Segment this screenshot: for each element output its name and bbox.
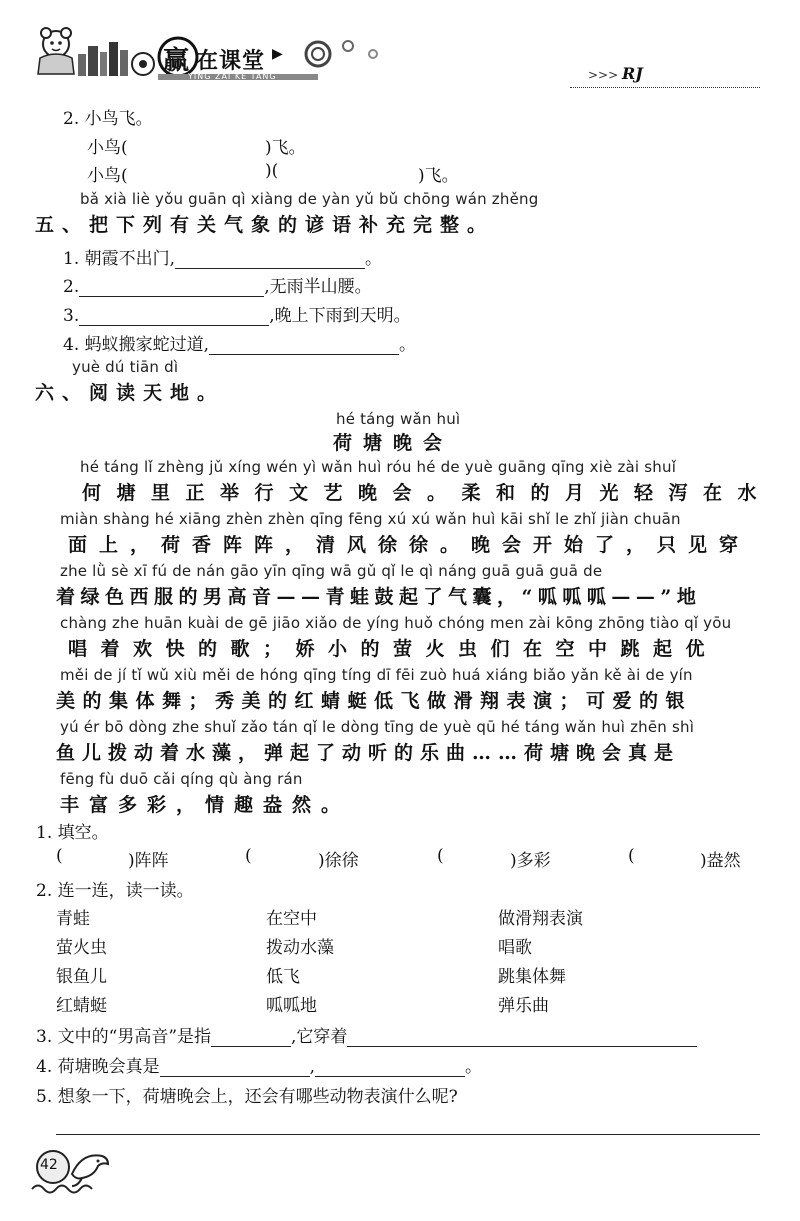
match-item-col3[interactable]: 跳集体舞 — [498, 967, 566, 987]
match-item-col1[interactable]: 青蛙 — [56, 909, 90, 929]
q2-fly-line2-start: 小鸟( — [87, 166, 128, 186]
passage-title-pinyin: hé táng wǎn huì — [336, 410, 461, 428]
section5-item-4: 4. 蚂蚁搬家蛇过道, 。 — [63, 335, 417, 355]
answer-blank[interactable] — [175, 250, 365, 269]
answer-blank[interactable] — [79, 307, 269, 326]
fill-close: )徐徐 — [318, 851, 359, 871]
fill-close: )阵阵 — [128, 851, 169, 871]
passage-text-line: 面上，荷香阵阵，清风徐徐。晚会开始了，只见穿 — [68, 534, 751, 556]
answer-line[interactable] — [56, 1134, 760, 1135]
fill-open: ( — [245, 846, 252, 866]
passage-pinyin-line: miàn shàng hé xiāng zhèn zhèn qīng fēng xú xú wǎn huì kāi shǐ le zhǐ jiàn chuān — [60, 510, 681, 528]
q4-line: 4. 荷塘晚会真是 , 。 — [36, 1057, 483, 1077]
match-item-col3[interactable]: 弹乐曲 — [498, 996, 549, 1016]
passage-text-line: 丰富多彩，情趣盎然。 — [60, 794, 351, 816]
answer-blank[interactable] — [347, 1028, 697, 1047]
passage-text-line: 唱着欢快的歌；娇小的萤火虫们在空中跳起优 — [68, 638, 719, 660]
page-number: 42 — [40, 1157, 58, 1173]
passage-pinyin-line: měi de jí tǐ wǔ xiù měi de hóng qīng tíng dī fēi zuò huá xiáng biǎo yǎn kě ài de yín — [60, 666, 693, 684]
match-item-col1[interactable]: 银鱼儿 — [56, 967, 107, 987]
section6-pinyin: yuè dú tiān dì — [72, 358, 179, 376]
q2-fly-title: 2. 小鸟飞。 — [63, 109, 153, 129]
match-item-col3[interactable]: 做滑翔表演 — [498, 909, 583, 929]
passage-pinyin-line: zhe lǜ sè xī fú de nán gāo yīn qīng wā gǔ qǐ le qì náng guā guā guā de — [60, 562, 603, 580]
passage-text-line: 鱼儿拨动着水藻，弹起了动听的乐曲……荷塘晚会真是 — [56, 742, 681, 764]
answer-blank[interactable] — [79, 278, 264, 297]
q2-title: 2. 连一连，读一读。 — [36, 881, 194, 901]
q5-question: 5. 想象一下，荷塘晚会上，还会有哪些动物表演什么呢? — [36, 1087, 458, 1107]
edition-label: RJ — [622, 64, 643, 83]
passage-title: 荷塘晚会 — [333, 432, 454, 454]
q2-fly-line2-end: )飞。 — [418, 166, 459, 186]
answer-blank[interactable] — [209, 336, 399, 355]
passage-text-line: 美的集体舞；秀美的红蜻蜓低飞做滑翔表演；可爱的银 — [56, 690, 693, 712]
passage-text-line: 着绿色西服的男高音——青蛙鼓起了气囊，“呱呱呱——”地 — [56, 586, 702, 608]
match-item-col2[interactable]: 拨动水藻 — [266, 938, 334, 958]
match-item-col2[interactable]: 在空中 — [266, 909, 317, 929]
play-icon: ▶ — [272, 46, 283, 62]
section5-pinyin: bǎ xià liè yǒu guān qì xiàng de yàn yǔ bǔ chōng wán zhěng — [80, 190, 539, 208]
match-item-col2[interactable]: 低飞 — [266, 967, 300, 987]
answer-blank[interactable] — [160, 1058, 310, 1077]
passage-pinyin-line: yú ér bō dòng zhe shuǐ zǎo tán qǐ le dòng tīng de yuè qū hé táng wǎn huì zhēn shì — [60, 718, 695, 736]
wave-icon — [30, 1182, 100, 1196]
fill-open: ( — [56, 846, 63, 866]
section5-title: 五、把下列有关气象的谚语补充完整。 — [35, 214, 495, 236]
match-item-col2[interactable]: 呱呱地 — [266, 996, 317, 1016]
section5-item-2: 2. ,无雨半山腰。 — [63, 277, 372, 297]
q3-line: 3. 文中的“男高音”是指 ,它穿着 — [36, 1022, 697, 1047]
fill-close: )盎然 — [700, 851, 741, 871]
brand-logo: 赢 — [163, 46, 190, 76]
answer-blank[interactable] — [211, 1028, 291, 1047]
fill-close: )多彩 — [510, 851, 551, 871]
section6-title: 六、阅读天地。 — [35, 382, 225, 404]
passage-pinyin-line: fēng fù duō cǎi qíng qù àng rán — [60, 770, 303, 788]
passage-pinyin-line: chàng zhe huān kuài de gē jiāo xiǎo de yíng huǒ chóng men zài kōng zhōng tiào qǐ yōu — [60, 614, 732, 632]
section5-item-3: 3. ,晚上下雨到天明。 — [63, 306, 411, 326]
q2-fly-line2-mid: )( — [265, 161, 279, 181]
section5-item-1: 1. 朝霞不出门, 。 — [63, 249, 383, 269]
answer-blank[interactable] — [315, 1058, 465, 1077]
header-rule — [570, 86, 760, 88]
match-item-col1[interactable]: 萤火虫 — [56, 938, 107, 958]
q1-title: 1. 填空。 — [36, 823, 109, 843]
match-item-col1[interactable]: 红蜻蜓 — [56, 996, 107, 1016]
q2-fly-line1-start: 小鸟( — [87, 138, 128, 158]
brand-text: 在课堂 — [196, 49, 266, 74]
q2-fly-line1-end: )飞。 — [265, 138, 306, 158]
brand-pinyin: YING ZAI KE TANG — [188, 72, 277, 81]
passage-text-line: 何塘里正举行文艺晚会。柔和的月光轻泻在水 — [82, 482, 773, 504]
passage-pinyin-line: hé táng lǐ zhèng jǔ xíng wén yì wǎn huì róu hé de yuè guāng qīng xiè zài shuǐ — [80, 458, 677, 476]
match-item-col3[interactable]: 唱歌 — [498, 938, 532, 958]
edition-prefix: >>> — [588, 68, 619, 82]
fill-open: ( — [628, 846, 635, 866]
fill-open: ( — [437, 846, 444, 866]
